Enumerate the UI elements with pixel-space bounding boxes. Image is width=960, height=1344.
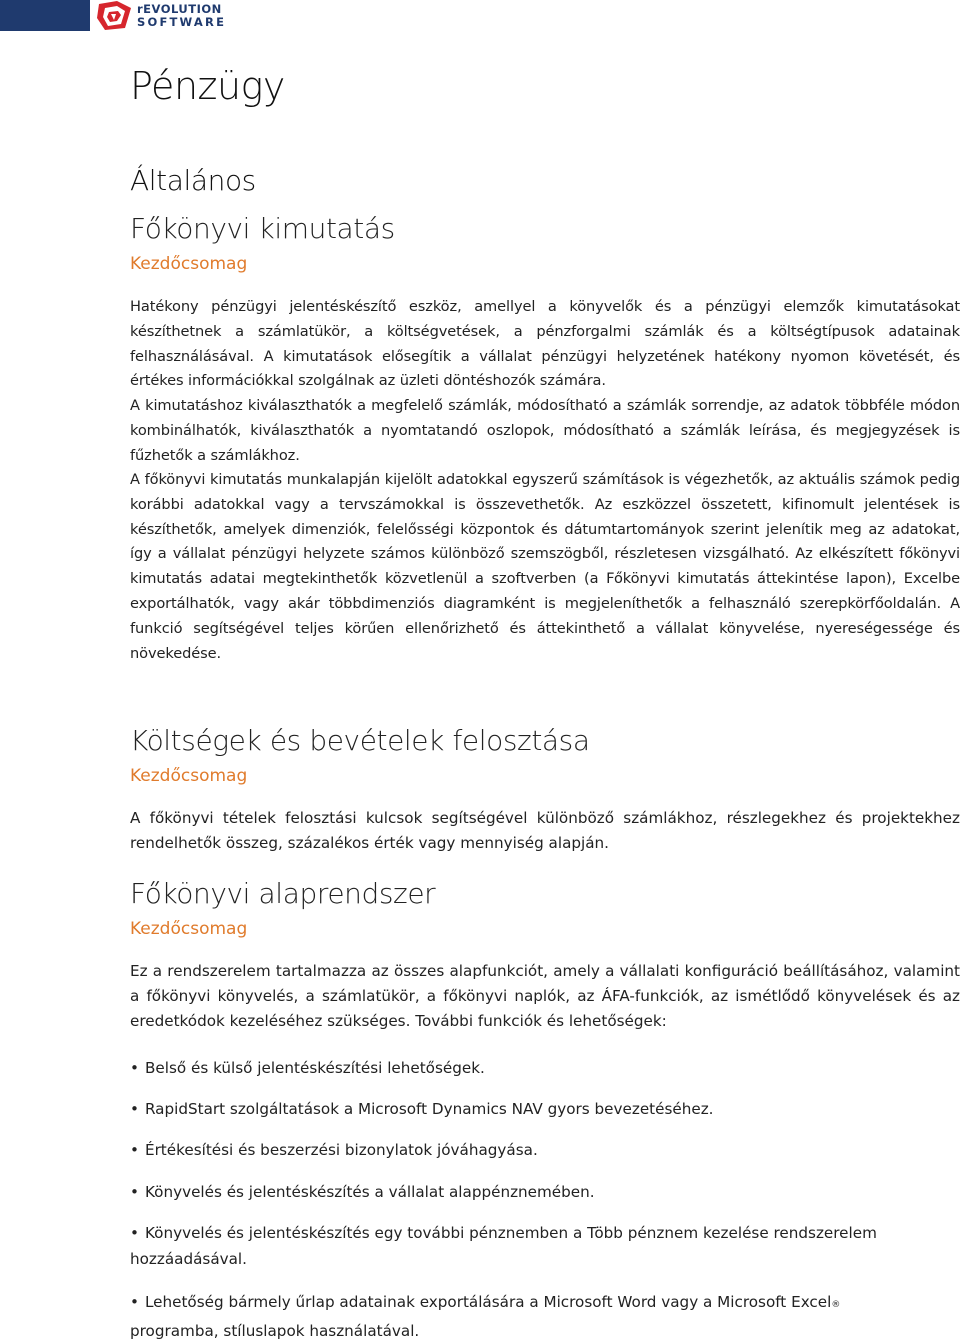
bullet-icon: • bbox=[130, 1059, 139, 1077]
header-bar bbox=[0, 0, 90, 31]
registered-mark: ® bbox=[831, 1300, 841, 1310]
paragraph: Ez a rendszerelem tartalmazza az összes alapfunkciót, amely a vállalati konfiguráció beállításához, valamint a főkönyvi könyvelés, a számlatükör, a főkönyvi naplók, az ÁFA-funkciók, az ismétlődő könyvelések és az eredetkódok kezeléséhez szükséges. További funkciók és lehetőségek: bbox=[130, 962, 960, 1030]
list-item-text-continued: programba, stíluslapok használatával. bbox=[130, 1322, 420, 1340]
logo-line-2: SOFTWARE bbox=[137, 14, 227, 29]
list-item-text: Könyvelés és jelentéskészítés a vállalat alappénznemében. bbox=[144, 1183, 595, 1201]
list-item bbox=[130, 1220, 960, 1272]
paragraph: A főkönyvi kimutatás munkalapján kijelölt adatokkal egyszerű számítások is végezhetők, az aktuális számok pedig korábbi adatokkal vagy a tervszámokkal is összevethetők. Az eszközzel összetett, kifinomult jelentések is készíthetők, amelyek dimenziók, felelősségi központok és dátumtartományok szerint jelenítik meg az adatokat, így a vállalat pénzügyi helyzete számos különböző szemszögből, részletesen vizsgálható. Az elkészített főkönyvi kimutatás adatai megtekinthetők közvetlenül a szoftverben (a Főkönyvi kimutatás áttekintése lapon), Excelbe exportálhatók, vagy akár többdimenziós diagramként is megjeleníthetők a felhasználó szerepkörfőoldalán. A funkció segítségével teljes körűen ellenőrizhető és áttekinthető a vállalat könyvelése, nyereségessége és növekedése. bbox=[130, 471, 960, 662]
bullet-icon: • bbox=[130, 1141, 139, 1159]
list-item bbox=[130, 1096, 960, 1122]
bullet-icon: • bbox=[130, 1100, 139, 1118]
list-item bbox=[130, 1289, 960, 1344]
bullet-icon: • bbox=[130, 1183, 139, 1201]
paragraph: A kimutatáshoz kiválaszthatók a megfelelő számlák, módosítható a számlák sorrendje, az adatok többféle módon kombinálhatók, kiválaszthatók a nyomtatandó oszlopok, módosítható a számlák leírása, és megjegyzések is fűzhetők a számlákhoz. bbox=[130, 397, 960, 464]
section-title: Általános bbox=[130, 164, 256, 197]
list-item-text: Lehetőség bármely űrlap adatainak exportálására a Microsoft Word vagy a Microsoft Excel bbox=[144, 1293, 832, 1311]
list-item-text: Belső és külső jelentéskészítési lehetőségek. bbox=[144, 1059, 485, 1077]
bullet-icon: • bbox=[130, 1293, 139, 1311]
logo-line-1: rEVOLUTION bbox=[137, 2, 222, 16]
subsection-title-2: Költségek és bevételek felosztása bbox=[130, 724, 590, 757]
list-item bbox=[130, 1137, 960, 1163]
package-label-1: Kezdőcsomag bbox=[130, 254, 248, 274]
paragraph: A főkönyvi tételek felosztási kulcsok segítségével különböző számlákhoz, részlegekhez és projektekhez rendelhetők összeg, százalékos érték vagy mennyiség alapján. bbox=[130, 809, 960, 852]
list-item bbox=[130, 1055, 960, 1081]
page-title: Pénzügy bbox=[130, 64, 285, 108]
list-item-text: Könyvelés és jelentéskészítés egy további pénznemben a Több pénznem kezelése rendszerelem hozzáadásával. bbox=[130, 1224, 877, 1268]
company-logo bbox=[95, 0, 226, 32]
revolution-logo-icon bbox=[95, 0, 135, 32]
package-label-2: Kezdőcsomag bbox=[130, 766, 248, 786]
list-item-text: RapidStart szolgáltatások a Microsoft Dynamics NAV gyors bevezetéséhez. bbox=[144, 1100, 714, 1118]
subsection-title-3: Főkönyvi alaprendszer bbox=[130, 877, 436, 910]
bullet-icon: • bbox=[130, 1224, 139, 1242]
package-label-3: Kezdőcsomag bbox=[130, 919, 248, 939]
list-item bbox=[130, 1179, 960, 1205]
subsection-title-1: Főkönyvi kimutatás bbox=[130, 212, 395, 245]
list-item-text: Értékesítési és beszerzési bizonylatok jóváhagyása. bbox=[144, 1141, 538, 1159]
paragraph: Hatékony pénzügyi jelentéskészítő eszköz, amellyel a könyvelők és a pénzügyi elemzők kimutatásokat készíthetnek a számlatükör, a költségvetések, a pénzforgalmi számlák és a költségtípusok adatainak felhasználásával. A kimutatások elősegítik a vállalat pénzügyi helyzetének hatékony nyomon követését, és értékes információkkal szolgálnak az üzleti döntéshozók számára. bbox=[130, 298, 960, 390]
